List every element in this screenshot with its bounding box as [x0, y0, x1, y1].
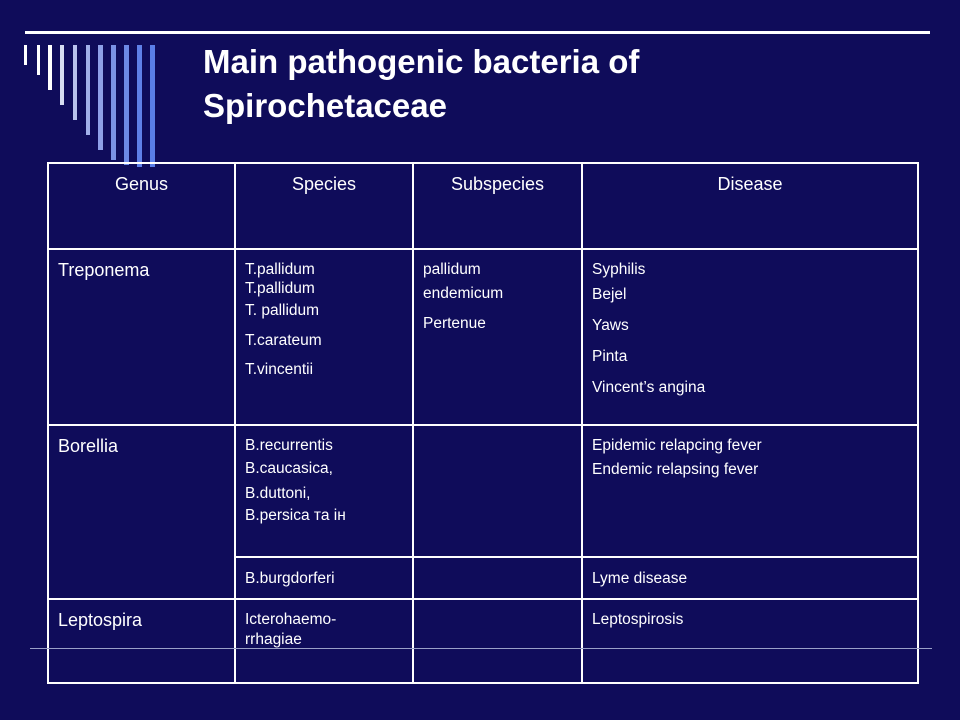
disease-item: Syphilis — [592, 261, 646, 278]
species-cell — [235, 425, 413, 557]
species-item: T.pallidum — [245, 261, 315, 278]
genus-cell: Leptospira — [48, 599, 235, 683]
subspecies-item: pallidum — [423, 261, 481, 278]
table-row-leptospira — [48, 599, 918, 683]
subspecies-cell — [413, 425, 582, 557]
species-item: B.duttoni, — [245, 485, 311, 502]
subspecies-item: endemicum — [423, 285, 504, 302]
header-subspecies: Subspecies — [413, 163, 582, 249]
disease-item: Pinta — [592, 348, 628, 365]
table-header-row — [48, 163, 918, 249]
species-item: T.carateum — [245, 332, 322, 349]
header-disease: Disease — [582, 163, 918, 249]
title-line-1: Main pathogenic bacteria of — [203, 43, 640, 80]
title-line-2: Spirochetaceae — [203, 87, 447, 124]
disease-cell: Lyme disease — [582, 557, 918, 599]
header-genus: Genus — [48, 163, 235, 249]
subspecies-cell — [413, 249, 582, 425]
table-row-treponema — [48, 249, 918, 425]
species-item: T. pallidum — [245, 302, 320, 319]
genus-cell: Borellia — [48, 425, 235, 599]
decorative-bottom-line — [30, 648, 932, 649]
species-item: rrhagiae — [245, 631, 302, 648]
genus-cell: Treponema — [48, 249, 235, 425]
species-item: B.caucasica, — [245, 460, 333, 477]
header-species: Species — [235, 163, 413, 249]
species-cell — [235, 599, 413, 683]
decorative-stripes — [0, 0, 200, 170]
disease-item: Epidemic relapcing fever — [592, 437, 762, 454]
species-item: T.pallidum — [245, 280, 315, 297]
species-cell: B.burgdorferi — [235, 557, 413, 599]
table-row-borellia — [48, 425, 918, 557]
species-item: B.recurrentis — [245, 437, 333, 454]
disease-item: Bejel — [592, 286, 627, 303]
disease-cell — [582, 249, 918, 425]
subspecies-cell — [413, 557, 582, 599]
species-item: T.vincentii — [245, 361, 314, 378]
disease-item: Yaws — [592, 317, 629, 334]
species-item: Icterohaemo- — [245, 611, 337, 628]
subspecies-item: Pertenue — [423, 315, 486, 332]
species-cell — [235, 249, 413, 425]
disease-item: Endemic relapsing fever — [592, 461, 759, 478]
bacteria-table — [47, 162, 919, 684]
species-item: B.persica та ін — [245, 507, 346, 524]
subspecies-cell — [413, 599, 582, 683]
slide-title — [203, 40, 903, 128]
disease-item: Vincent’s angina — [592, 379, 706, 396]
disease-cell — [582, 425, 918, 557]
disease-cell: Leptospirosis — [582, 599, 918, 683]
